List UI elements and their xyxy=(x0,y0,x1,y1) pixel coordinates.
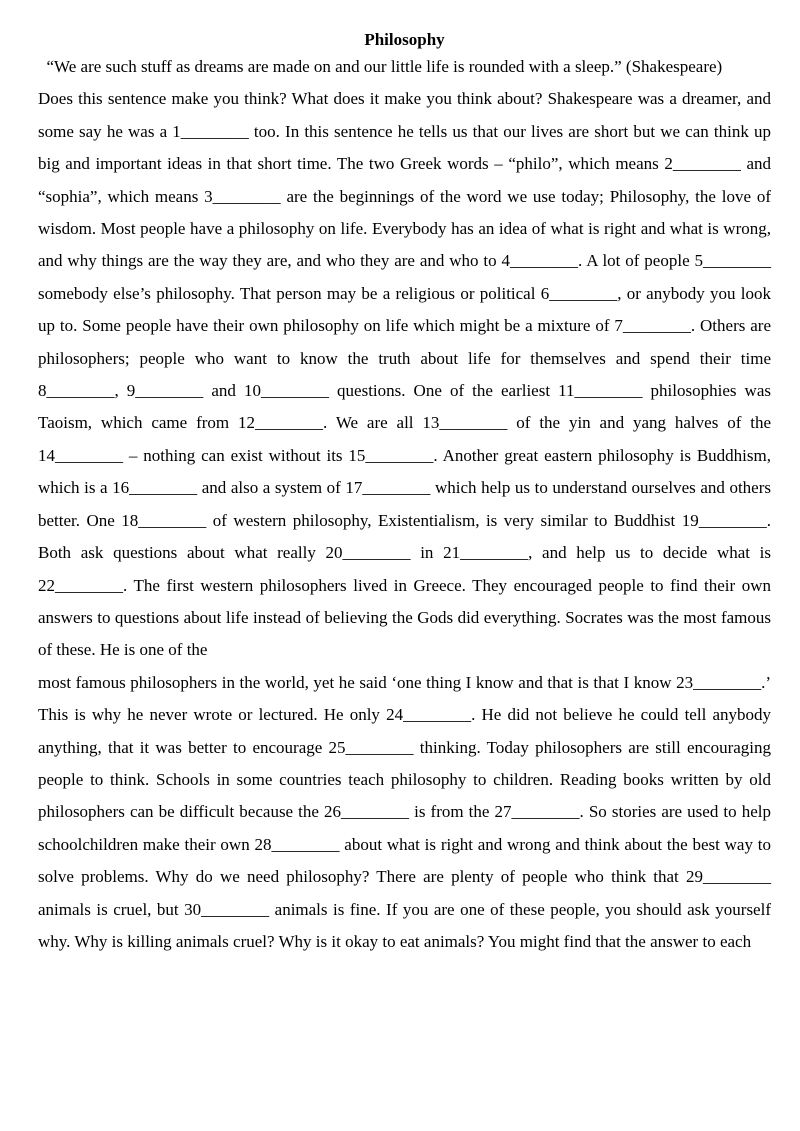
quote-paragraph: “We are such stuff as dreams are made on and our little life is rounded with a sleep.” (Shakespeare) xyxy=(38,57,723,76)
body-paragraph: most famous philosophers in the world, yet he said ‘one thing I know and that is that I know 23________.’ This is why he never wrote or lectured. He only 24________. He did not believe he could tell anybody anything, that it was better to encourage 25________ thinking. Today philosophers are still encouraging people to think. Schools in some countries teach philosophy to children. Reading books written by old philosophers can be difficult because the 26________ is from the 27________. So stories are used to help schoolchildren make their own 28________ about what is right and wrong and think about the best way to solve problems. Why do we need philosophy? There are plenty of people who think that 29________ animals is cruel, but 30________ animals is fine. If you are one of these people, you should ask yourself why. Why is killing animals cruel? Why is it okay to eat animals? You might find that the answer to each xyxy=(38,672,771,951)
document-page xyxy=(38,29,771,958)
document-title: Philosophy xyxy=(364,30,445,49)
document-body xyxy=(38,51,771,958)
body-paragraph: Does this sentence make you think? What does it make you think about? Shakespeare was a dreamer, and some say he was a 1________ too. In this sentence he tells us that our lives are short but we can think up big and important ideas in that short time. The two Greek words – “philo”, which means 2________ and “sophia”, which means 3________ are the beginnings of the word we use today; Philosophy, the love of wisdom. Most people have a philosophy on life. Everybody has an idea of what is right and what is wrong, and why things are the way they are, and who they are and who to 4________. A lot of people 5________ somebody else’s philosophy. That person may be a religious or political 6________, or anybody you look up to. Some people have their own philosophy on life which might be a mixture of 7________. Others are philosophers; people who want to know the truth about life for themselves and spend their time 8________, 9________ and 10________ questions. One of the earliest 11________ philosophies was Taoism, which came from 12________. We are all 13________ of the yin and yang halves of the 14________ – nothing can exist without its 15________. Another great eastern philosophy is Buddhism, which is a 16________ and also a system of 17________ which help us to understand ourselves and others better. One 18________ of western philosophy, Existentialism, is very similar to Buddhist 19________. Both ask questions about what really 20________ in 21________, and help us to decide what is 22________. The first western philosophers lived in Greece. They encouraged people to find their own answers to questions about life instead of believing the Gods did everything. Socrates was the most famous of these. He is one of the xyxy=(38,89,771,660)
